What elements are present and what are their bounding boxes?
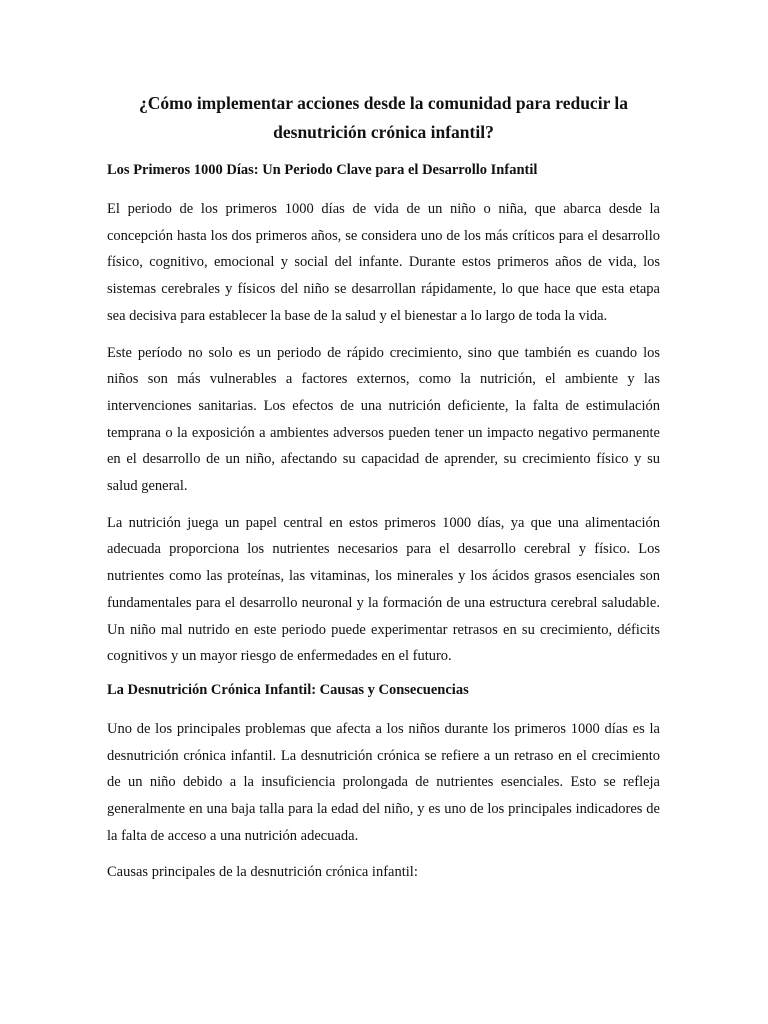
document-title: ¿Cómo implementar acciones desde la comunidad para reducir la desnutrición crónica infantil?: [138, 93, 629, 142]
paragraph-causas-intro: Causas principales de la desnutrición crónica infantil:: [107, 864, 418, 881]
document-page: [107, 89, 660, 896]
paragraph-vulnerabilidad: Este período no solo es un periodo de rápido crecimiento, sino que también es cuando los niños son más vulnerables a factores externos, como la nutrición, el ambiente y las intervenciones sanitarias. Los efectos de una nutrición deficiente, la falta de estimulación temprana o la exposición a ambientes adversos pueden tener un impacto negativo permanente en el desarrollo de un niño, afectando su capacidad de aprender, su crecimiento físico y su salud general.: [107, 344, 660, 495]
paragraph-periodo-1000-dias: El periodo de los primeros 1000 días de vida de un niño o niña, que abarca desde la concepción hasta los dos primeros años, se considera uno de los más críticos para el desarrollo físico, cognitivo, emocional y social del infante. Durante estos primeros años de vida, los sistemas cerebrales y físicos del niño se desarrollan rápidamente, lo que hace que esta etapa sea decisiva para establecer la base de la salud y el bienestar a lo largo de toda la vida.: [107, 201, 660, 324]
paragraph-nutricion: La nutrición juega un papel central en estos primeros 1000 días, ya que una alimentación adecuada proporciona los nutrientes necesarios para el desarrollo cerebral y físico. Los nutrientes como las proteínas, las vitaminas, los minerales y los ácidos grasos esenciales son fundamentales para el desarrollo neuronal y la formación de una estructura cerebral saludable. Un niño mal nutrido en este periodo puede experimentar retrasos en su crecimiento, déficits cognitivos y un mayor riesgo de enfermedades en el futuro.: [107, 514, 660, 665]
paragraph-definicion-desnutricion: Uno de los principales problemas que afecta a los niños durante los primeros 1000 días es la desnutrición crónica infantil. La desnutrición crónica se refiere a un retraso en el crecimiento de un niño debido a la insuficiencia prolongada de nutrientes esenciales. Esto se refleja generalmente en una baja talla para la edad del niño, y es uno de los principales indicadores de la falta de acceso a una nutrición adecuada.: [107, 720, 660, 844]
section-heading-desnutricion-cronica: La Desnutrición Crónica Infantil: Causas y Consecuencias: [107, 681, 469, 698]
section-heading-primeros-1000-dias: Los Primeros 1000 Días: Un Periodo Clave para el Desarrollo Infantil: [107, 162, 538, 178]
